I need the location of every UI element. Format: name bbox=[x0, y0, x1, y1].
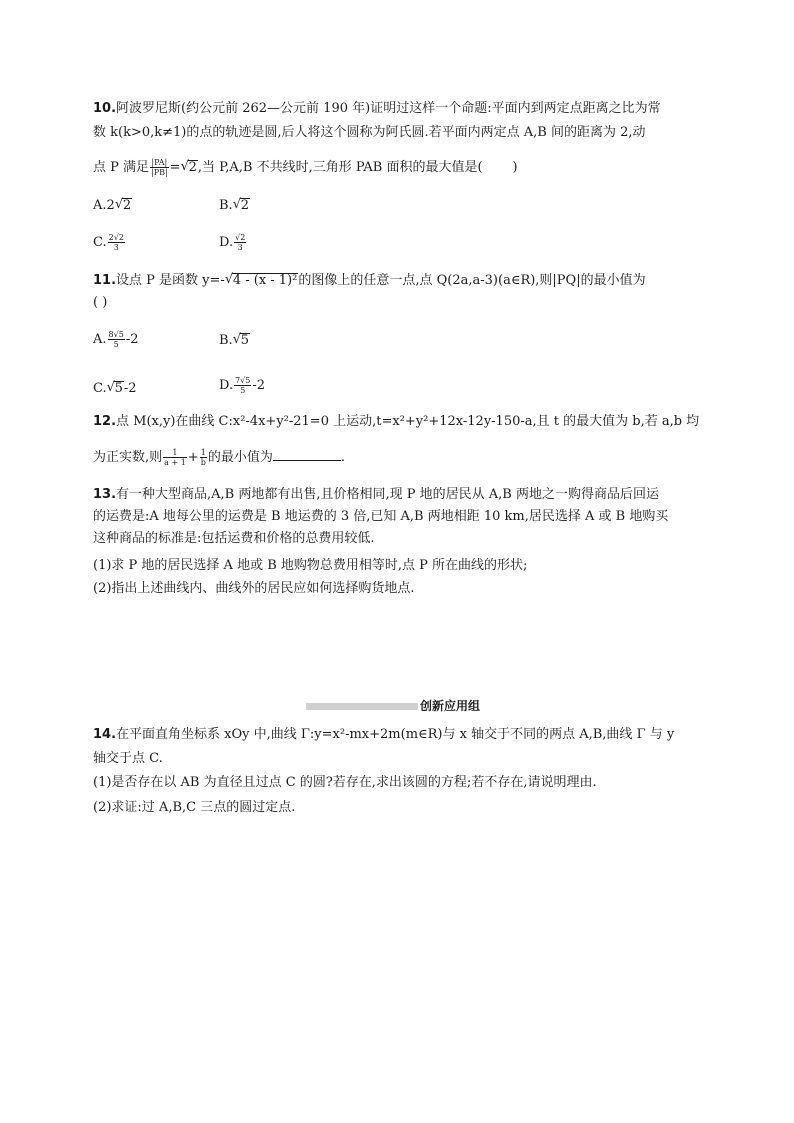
q11-option-d-label: D. bbox=[219, 378, 234, 393]
q13-part-1: (1)求 P 地的居民选择 A 地或 B 地购物总费用相等时,点 P 所在曲线的形状; bbox=[93, 558, 528, 573]
q10-option-c-num: 2√2 bbox=[108, 233, 124, 242]
q10-eq: = bbox=[169, 160, 181, 175]
q12-text-1: 点 M(x,y)在曲线 C:x²-4x+y²-21=0 上运动,t=x²+y²+12x-12y-150-a,且 t 的最大值为 b,若 a,b 均 bbox=[116, 414, 700, 429]
q10-option-c-den: 3 bbox=[113, 243, 119, 252]
q10-frac-num: |PA| bbox=[151, 158, 168, 167]
q11-option-a-frac bbox=[108, 330, 125, 349]
q11-line-2: ( ) bbox=[93, 295, 108, 310]
q13-line-1 bbox=[93, 486, 659, 504]
q10-sqrt-rad: 2 bbox=[188, 160, 197, 175]
section-title: 创新应用组 bbox=[420, 699, 481, 713]
q12-line-2 bbox=[93, 448, 345, 467]
q10-option-c-frac bbox=[108, 233, 125, 252]
q10-option-a-label: A. bbox=[93, 198, 107, 213]
q12-text-2b: 的最小值为 bbox=[207, 450, 273, 465]
q11-option-c-rad: 5 bbox=[114, 381, 123, 396]
q11-sqrt-rad: 4 - (x - 1)² bbox=[232, 273, 298, 288]
q14-part-1: (1)是否存在以 AB 为直径且过点 C 的圆?若存在,求出该圆的方程;若不存在,请说明理由. bbox=[93, 775, 597, 790]
q12-plus: + bbox=[187, 450, 199, 465]
q10-line-2: 数 k(k>0,k≠1)的点的轨迹是圆,后人将这个圆称为阿氏圆.若平面内两定点 A,B 间的距离为 2,动 bbox=[93, 125, 646, 140]
q13-line-3: 这种商品的标准是:包括运费和价格的总费用较低. bbox=[93, 531, 375, 546]
q11-option-a bbox=[93, 330, 138, 349]
q14-text-1: 在平面直角坐标系 xOy 中,曲线 Γ:y=x²-mx+2m(m∈R)与 x 轴交于不同的两点 A,B,曲线 Γ 与 y bbox=[116, 727, 675, 742]
q11-option-b-rad: 5 bbox=[240, 333, 249, 348]
q12-fraction-2 bbox=[200, 448, 207, 467]
q11-number: 11. bbox=[93, 273, 117, 288]
q10-text-3a: 点 P 满足 bbox=[93, 160, 150, 175]
q10-option-a-rad: 2 bbox=[122, 198, 132, 213]
q14-line-1 bbox=[93, 726, 674, 744]
q10-option-b-label: B. bbox=[219, 198, 233, 213]
q11-option-a-num: 8√5 bbox=[108, 330, 124, 339]
q10-sqrt: √ 2 bbox=[180, 159, 197, 175]
q12-text-2c: . bbox=[340, 450, 345, 465]
q13-part-2: (2)指出上述曲线内、曲线外的居民应如何选择购货地点. bbox=[93, 581, 415, 596]
q12-f1-num: 1 bbox=[163, 448, 187, 458]
q10-option-a bbox=[93, 197, 132, 215]
q10-option-a-coef: 2 bbox=[106, 198, 115, 213]
q10-option-d bbox=[219, 233, 247, 252]
q12-fraction-1 bbox=[163, 448, 187, 467]
q11-option-d-tail: -2 bbox=[252, 378, 266, 393]
q14-line-2: 轴交于点 C. bbox=[93, 751, 163, 766]
q10-line-1 bbox=[93, 100, 661, 118]
q12-answer-blank[interactable] bbox=[273, 448, 341, 461]
q10-option-b-sqrt: √ 2 bbox=[232, 197, 249, 213]
q13-line-2: 的运费是:A 地每公里的运费是 B 地运费的 3 倍,已知 A,B 两地相距 10 km,居民选择 A 或 B 地购买 bbox=[93, 509, 669, 524]
q11-text-b: 的图像上的任意一点,点 Q(2a,a-3)(a∈R),则|PQ|的最小值为 bbox=[298, 273, 646, 288]
q11-option-c bbox=[93, 380, 137, 398]
q11-option-c-tail: -2 bbox=[123, 381, 137, 396]
q10-option-b bbox=[219, 197, 250, 215]
q11-option-a-tail: -2 bbox=[125, 332, 139, 347]
q13-text-1: 有一种大型商品,A,B 两地都有出售,且价格相同,现 P 地的居民从 A,B 两地之一购得商品后回运 bbox=[116, 487, 659, 502]
q13-number: 13. bbox=[93, 487, 117, 502]
q10-frac-den: |PB| bbox=[151, 168, 168, 177]
q14-part-2: (2)求证:过 A,B,C 三点的圆过定点. bbox=[93, 800, 296, 815]
q10-line-3 bbox=[93, 158, 518, 177]
q10-text-3b: ,当 P,A,B 不共线时,三角形 PAB 面积的最大值是( bbox=[197, 160, 483, 175]
q11-option-d-num: 7√5 bbox=[235, 376, 251, 385]
q12-number: 12. bbox=[93, 414, 117, 429]
q11-option-b-sqrt: √ 5 bbox=[232, 332, 249, 348]
q10-number: 10. bbox=[93, 101, 117, 116]
q10-option-d-num: √2 bbox=[235, 233, 246, 242]
q11-text-a: 设点 P 是函数 y=- bbox=[116, 273, 225, 288]
q10-option-c-label: C. bbox=[93, 235, 107, 250]
q11-option-c-label: C. bbox=[93, 381, 107, 396]
q14-number: 14. bbox=[93, 727, 117, 742]
q11-option-b bbox=[219, 332, 250, 350]
q11-line-1 bbox=[93, 272, 646, 290]
q10-option-d-label: D. bbox=[219, 235, 234, 250]
q12-f2-num: 1 bbox=[200, 448, 206, 457]
q10-option-a-sqrt: √ 2 bbox=[114, 197, 132, 213]
q10-option-d-frac bbox=[234, 233, 246, 252]
q12-f1-den: a + 1 bbox=[164, 458, 186, 467]
section-divider-bar bbox=[306, 703, 418, 710]
q12-line-1 bbox=[93, 413, 699, 431]
q10-fraction bbox=[150, 158, 169, 177]
q12-text-2a: 为正实数,则 bbox=[93, 450, 163, 465]
q11-sqrt: √ 4 - (x - 1)² bbox=[224, 272, 298, 288]
q11-option-a-label: A. bbox=[93, 332, 107, 347]
q11-option-d-frac bbox=[234, 376, 251, 395]
q11-option-a-den: 5 bbox=[113, 340, 119, 349]
q10-text-3c: ) bbox=[512, 160, 518, 175]
q11-option-b-label: B. bbox=[219, 333, 233, 348]
q10-option-b-rad: 2 bbox=[240, 198, 249, 213]
q10-text-1: 阿波罗尼斯(约公元前 262—公元前 190 年)证明过这样一个命题:平面内到两定点距离之比为常 bbox=[116, 101, 661, 116]
q11-option-d-den: 5 bbox=[240, 386, 246, 395]
q11-option-d bbox=[219, 376, 265, 395]
q11-option-c-sqrt: √ 5 bbox=[106, 380, 123, 396]
q12-f2-den: b bbox=[200, 458, 206, 467]
q10-option-c bbox=[93, 233, 126, 252]
q10-option-d-den: 3 bbox=[237, 243, 243, 252]
